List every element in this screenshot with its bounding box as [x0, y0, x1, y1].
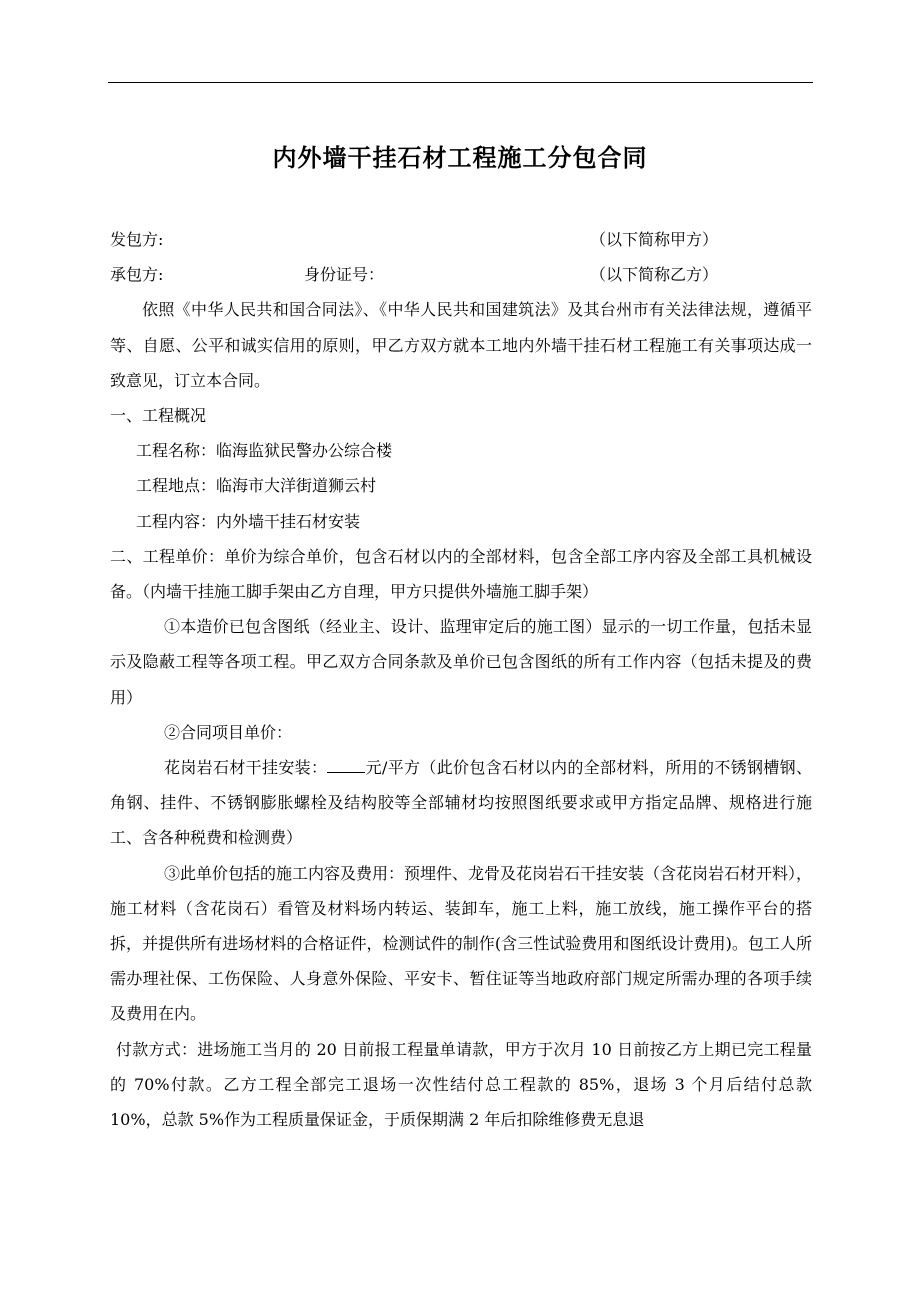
party-b-label: 承包方: — [110, 265, 164, 285]
header-rule — [108, 82, 813, 83]
section2-item1: ①本造价已包含图纸（经业主、设计、监理审定后的施工图）显示的一切工作量，包括未显示及隐蔽工程等各项工程。甲乙双方合同条款及单价已包含图纸的所有工作内容（包括未提及的费用） — [110, 617, 812, 707]
price-blank — [327, 756, 365, 773]
section1-heading: 一、工程概况 — [110, 405, 207, 425]
party-a-line — [110, 222, 812, 257]
party-b-line — [110, 257, 812, 292]
project-name: 工程名称：临海监狱民警办公综合楼 — [136, 441, 393, 461]
project-location: 工程地点：临海市大洋街道狮云村 — [136, 476, 377, 496]
party-a-label: 发包方: — [110, 230, 164, 249]
party-b-alias: （以下简称乙方） — [590, 265, 719, 285]
section2-heading: 二、工程单价：单价为综合单价，包含石材以内的全部材料，包含全部工序内容及全部工具机械设备。（内墙干挂施工脚手架由乙方自理，甲方只提供外墙施工脚手架） — [110, 546, 812, 601]
section2-item3: ③此单价包括的施工内容及费用：预埋件、龙骨及花岗岩石干挂安装（含花岗岩石材开料），施工材料（含花岗石）看管及材料场内转运、装卸车，施工上料，施工放线，施工操作平台的搭拆，并提供所有进场材料的合格证件，检测试件的制作(含三性试验费用和图纸设计费用)。包工人所需办理社保、工伤保险、人身意外保险、平安卡、暂住证等当地政府部门规定所需办理的各项手续及费用在内。 — [110, 863, 813, 1024]
document-title: 内外墙干挂石材工程施工分包合同 — [272, 143, 648, 172]
granite-price-paragraph — [110, 750, 812, 856]
section2-item2: ②合同项目单价： — [164, 722, 293, 742]
project-content: 工程内容：内外墙干挂石材安装 — [136, 511, 361, 531]
party-b-id-label: 身份证号： — [304, 265, 385, 285]
intro-paragraph: 依照《中华人民共和国合同法》、《中华人民共和国建筑法》及其台州市有关法律法规，遵循平等、自愿、公平和诚实信用的原则，甲乙方双方就本工地内外墙干挂石材工程施工有关事项达成一致意见，订立本合同。 — [110, 300, 812, 390]
party-a-alias: （以下简称甲方） — [590, 230, 719, 249]
granite-price-suffix: 元/平方（此价包含石材以内的全部材料，所用的不锈钢槽钢、角钢、挂件、不锈钢膨胀螺栓及结构胶等全部辅材均按照图纸要求或甲方指定品牌、规格进行施工、含各种税费和检测费） — [110, 758, 812, 848]
document-body — [110, 222, 812, 1137]
granite-price-prefix: 花岗岩石材干挂安装： — [164, 758, 328, 778]
payment-terms: 付款方式：进场施工当月的 20 日前报工程量单请款，甲方于次月 10 日前按乙方上期已完工程量的 70%付款。乙方工程全部完工退场一次性结付总工程款的 85%，退场 3 个月后结付总款 10%，总款 5%作为工程质量保证金，于质保期满 2 年后扣除维修费无息退 — [110, 1039, 812, 1130]
